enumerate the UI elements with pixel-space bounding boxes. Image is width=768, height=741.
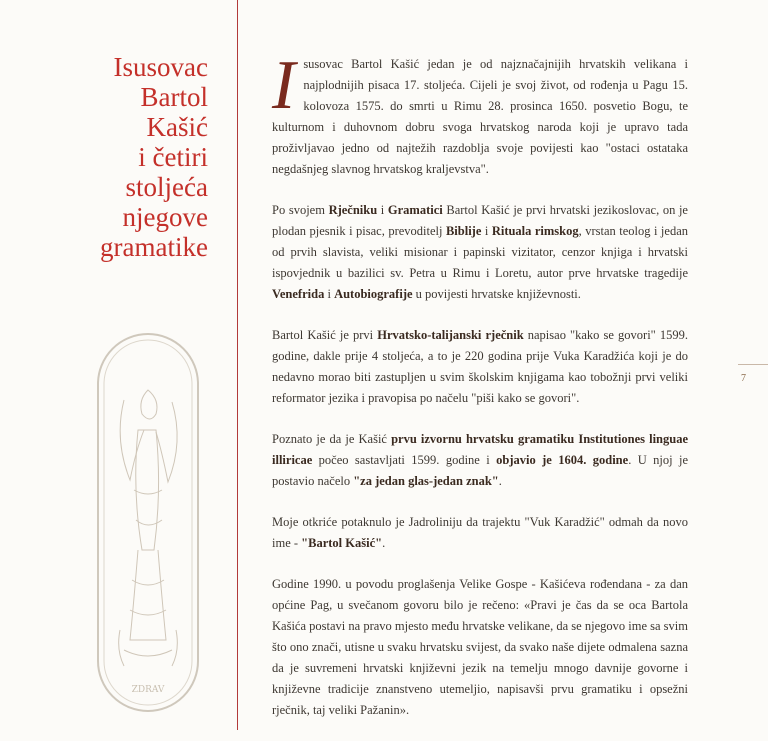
paragraph-text: Godine 1990. u povodu proglašenja Velike Gospe - Kašićeva rođendana - za dan općine Pag, u svečanom govoru bilo je rečeno: «Pravi je čas da se oca Bartola Kašića postavi na pravo mjesto među hrvatske velikane, da se njegovo ime sa svim što ono znači, utisne u svaku hrvatsku svijest, da svako naše dijete odmalena sazna da je suvremeni hrvatski književni jezik na temelju mnogo davnije govorne i književne tradicije znanstveno utemeljio, napisavši prvu gramatiku i opsežni rječnik, taj veliki Pažanin».	[272, 577, 688, 717]
title-line: njegove	[122, 202, 208, 232]
paragraph-ferry	[272, 512, 688, 554]
page-number: 7	[741, 373, 746, 384]
title-line: gramatike	[100, 232, 208, 262]
text-run: i	[377, 203, 388, 217]
text-run: Moje otkriće potaknulo je Jadroliniju da trajektu "Vuk Karadžić" odmah da novo ime -	[272, 515, 688, 550]
bold-run: Gramatici	[387, 203, 443, 217]
title-line: i četiri	[138, 142, 208, 172]
bold-run: Venefrida	[272, 287, 325, 301]
bold-run: Rituala rimskog	[491, 224, 579, 238]
bold-run: Hrvatsko-talijanski rječnik	[377, 328, 524, 342]
bold-run: Biblije	[445, 224, 482, 238]
bold-run: objavio je 1604. godine	[496, 453, 629, 467]
bold-run: Rječniku	[328, 203, 378, 217]
text-run: Bartol Kašić je prvi hrvatski jezikoslovac, on je plodan pjesnik i pisac, prevoditelj	[272, 203, 688, 238]
text-run: , vrstan teolog i jedan od prvih slavista, veliki misionar i papinski vizitator, cenzor knjiga i hrvatski ispovjednik u bazilici sv. Petra u Rimu i Loretu, autor prve hrvatske tragedije	[272, 224, 689, 280]
paragraph-works	[272, 200, 688, 305]
text-run: Poznato je da je Kašić	[272, 432, 392, 446]
text-run: u povijesti hrvatske književnosti.	[412, 287, 581, 301]
paragraph-dictionary	[272, 325, 688, 409]
paragraph-text: susovac Bartol Kašić jedan je od najznačajnijih hrvatskih velikana i najplodnijih pisaca 17. stoljeća. Cijeli je svoj život, od rođenja u Pagu 15. kolovoza 1575. do smrti u Rimu 28. prosinca 1650. posvetio Bogu, te kulturnom i duhovnom dobru svoga hrvatskog naroda koji je upravo tada proživljavao jedno od najtežih razdoblja svoje povijesti kao "ostaci ostataka negdašnjeg slavnog hrvatskog kraljevstva".	[272, 57, 688, 176]
bold-run: "za jedan glas-jedan znak"	[353, 474, 499, 488]
text-run: . U njoj je postavio načelo	[272, 453, 689, 488]
margin-rule	[237, 0, 238, 730]
angel-engraving-image	[94, 330, 202, 715]
page-number-rule	[738, 364, 768, 365]
title-line: stoljeća	[125, 172, 208, 202]
drop-cap: I	[272, 47, 296, 124]
text-run: Bartol Kašić je prvi	[272, 328, 378, 342]
title-line: Kašić	[146, 112, 208, 142]
bold-run: "Bartol Kašić"	[301, 536, 383, 550]
text-run: počeo sastavljati 1599. godine i	[312, 453, 497, 467]
bold-run: prvu izvornu hrvatsku gramatiku Institutiones linguae illiricae	[272, 432, 689, 467]
paragraph-grammar	[272, 429, 688, 492]
title-line: Bartol	[140, 82, 208, 112]
text-run: Po svojem	[272, 203, 329, 217]
text-run: i	[324, 287, 335, 301]
paragraph-speech	[272, 574, 688, 721]
title-line: Isusovac	[113, 52, 208, 82]
page-title	[100, 52, 208, 262]
article-body	[272, 47, 689, 741]
bold-run: Autobiografije	[334, 287, 413, 301]
text-run: napisao "kako se govori" 1599. godine, dakle prije 4 stoljeća, a to je 220 godina prije Vuka Karadžića koji je do nedavno morao biti zastupljen u svim školskim knjigama kao tobožnji prvi veliki reformator jezika i pravopisa po načelu "piši kako se govori".	[272, 328, 688, 405]
text-run: i	[481, 224, 492, 238]
paragraph-intro	[272, 47, 688, 180]
text-run: .	[498, 474, 502, 488]
text-run: .	[382, 536, 386, 550]
engraving-caption: ZDRAV	[131, 685, 165, 695]
